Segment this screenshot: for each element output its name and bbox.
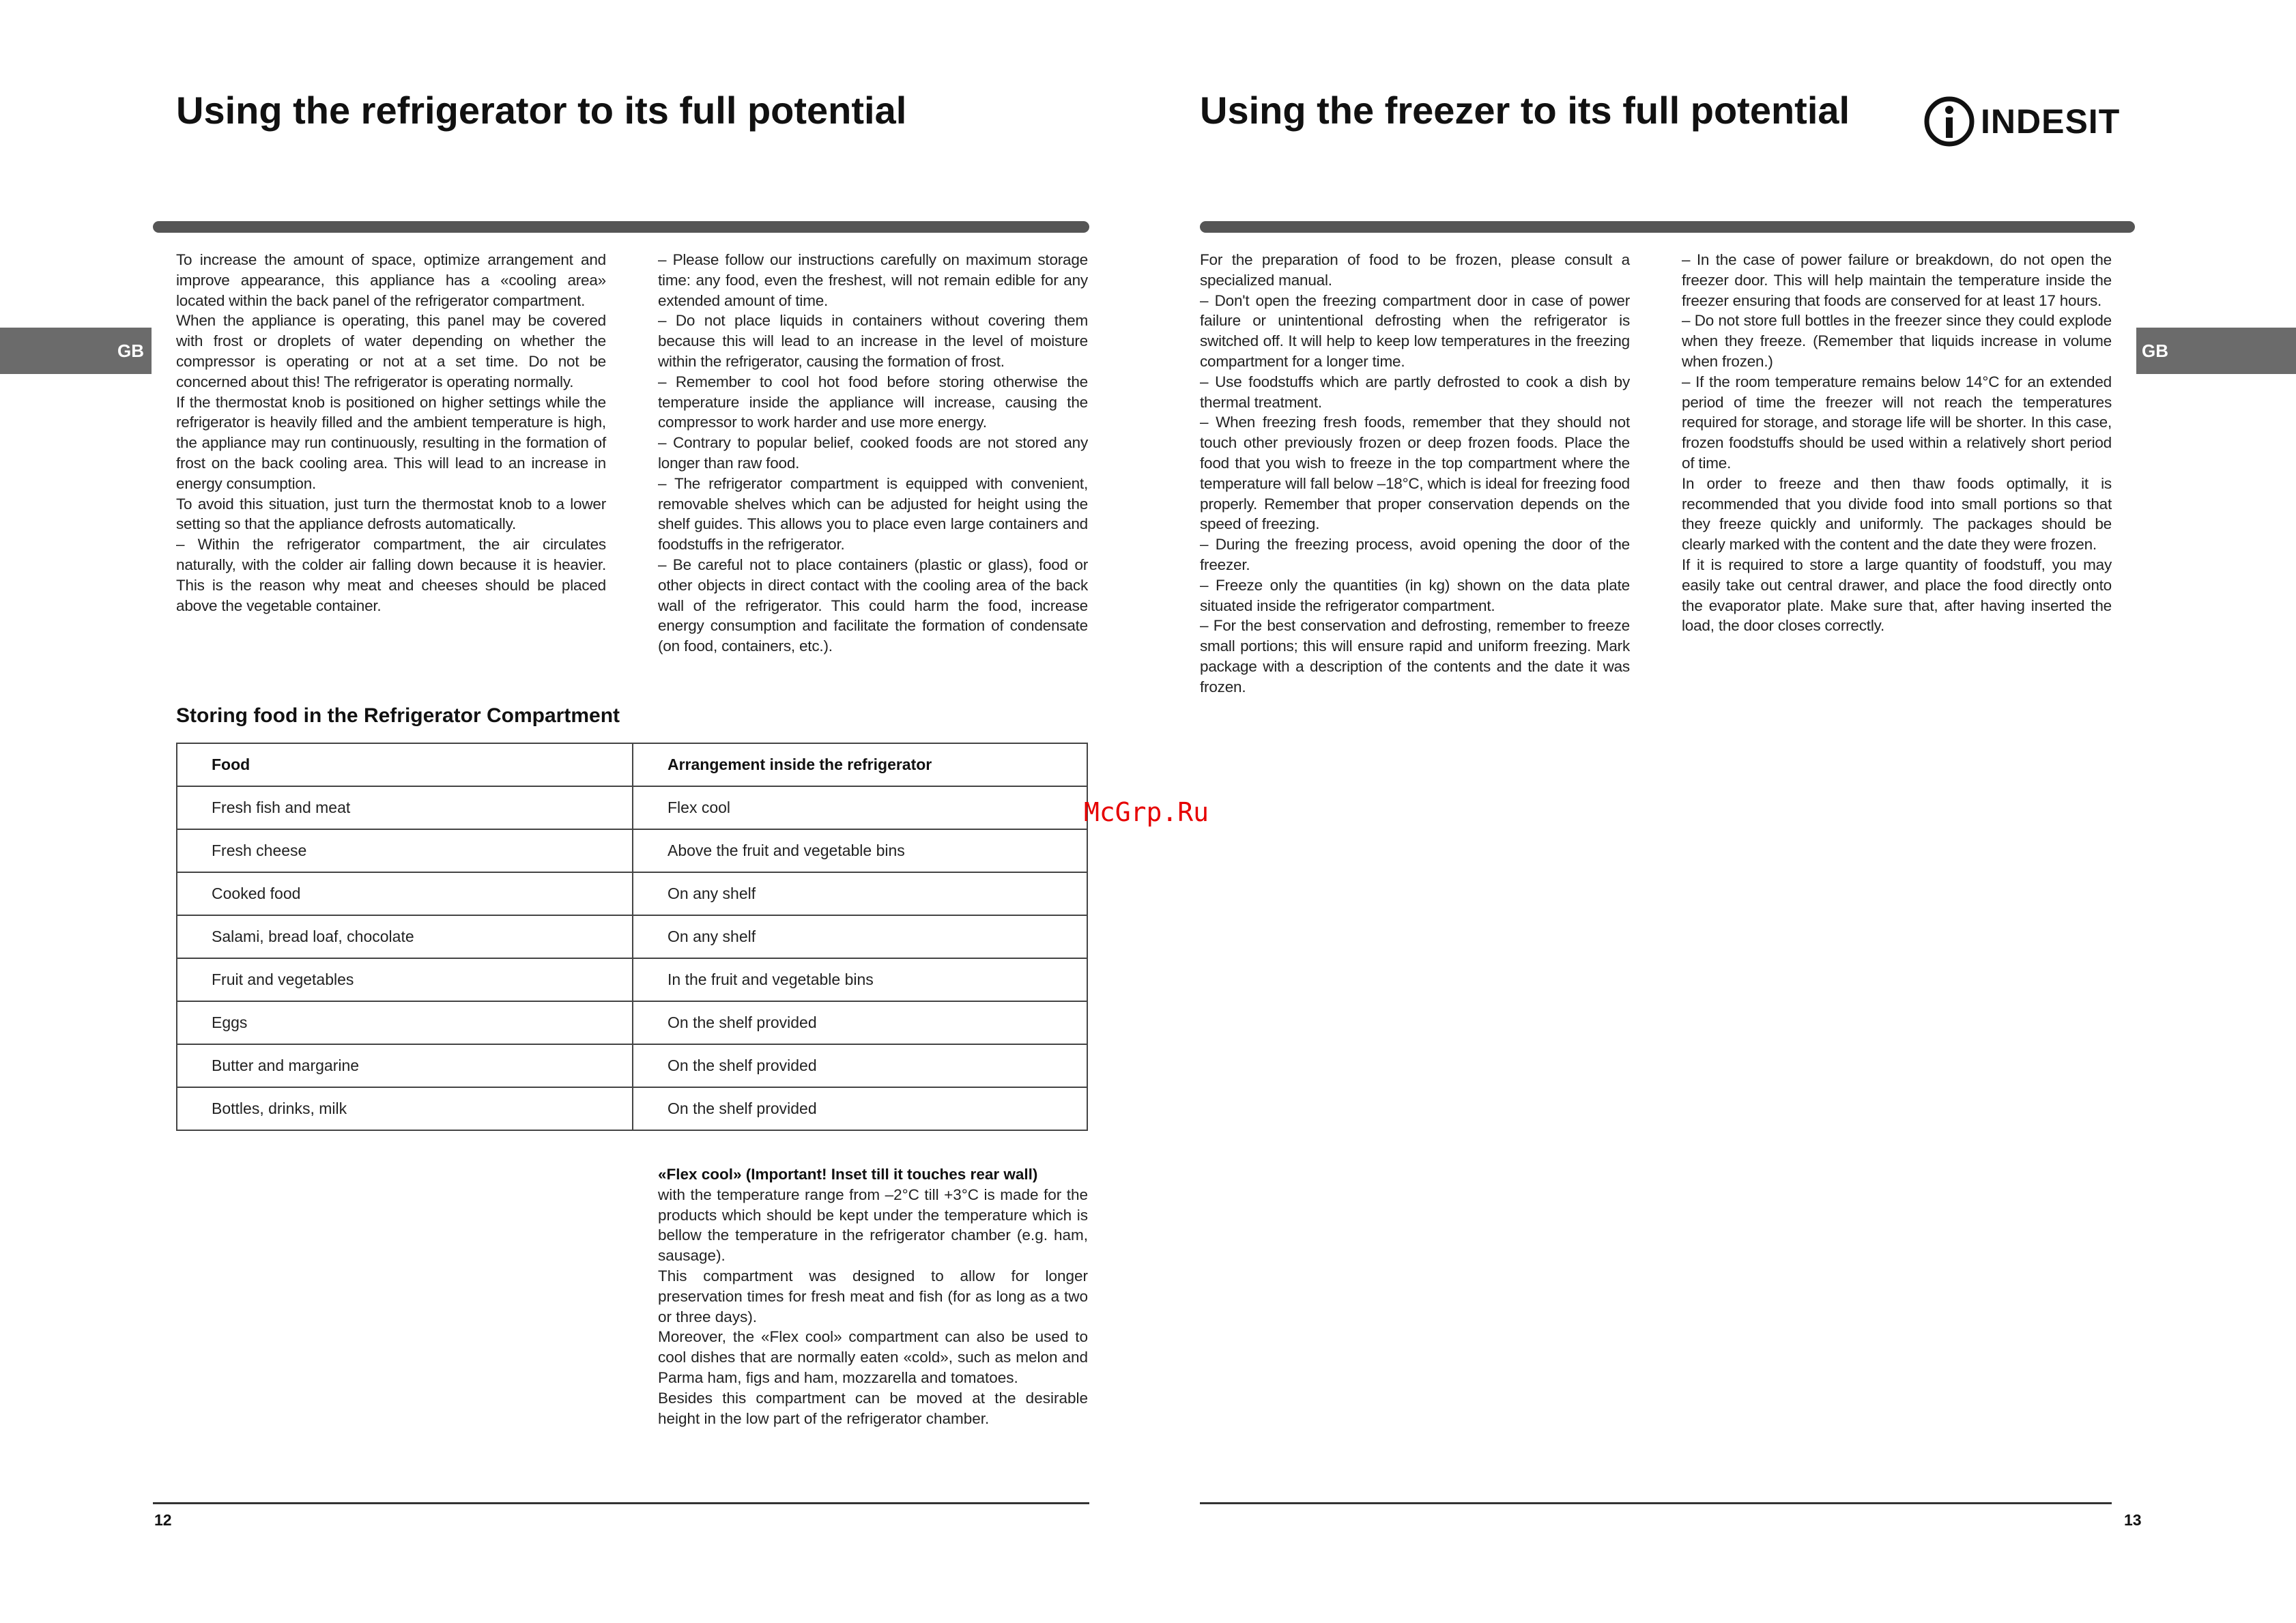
paragraph: If the thermostat knob is positioned on higher settings while the refrigerator is heavily filled and the ambient temperature is high, the appliance may run continuously, resulting in the formation of frost on the back cooling area. This will lead to an increase in energy consumption.: [176, 393, 606, 492]
table-cell-arrangement: On the shelf provided: [633, 1001, 1087, 1044]
table-row: [177, 1087, 1087, 1130]
table-cell-arrangement: Flex cool: [633, 786, 1087, 829]
freezer-column-1: [1200, 250, 1630, 698]
table-cell-food: Cooked food: [177, 872, 633, 915]
table-row: [177, 829, 1087, 872]
table-row: [177, 1001, 1087, 1044]
paragraph: – When freezing fresh foods, remember that they should not touch other previously frozen or deep frozen foods. Place the food that you wish to freeze in the top compartment where the temperature will fall below –18°C, which is ideal for freezing food properly. Remember that proper conservation depends on the speed of freezing.: [1200, 414, 1630, 533]
table-header-food: Food: [177, 743, 633, 786]
refrigerator-column-1: [176, 250, 606, 616]
table-cell-arrangement: On any shelf: [633, 915, 1087, 958]
paragraph: – In the case of power failure or breakdown, do not open the freezer door. This will help maintain the temperature inside the freezer ensuring that foods are conserved for at least 17 hours.: [1682, 251, 2112, 309]
paragraph: Besides this compartment can be moved at the desirable height in the low part of the refrigerator chamber.: [658, 1389, 1088, 1427]
paragraph: – Don't open the freezing compartment door in case of power failure or unintentional defrosting when the refrigerator is switched off. It will help to keep low temperatures in the freezing compartment for a longer time.: [1200, 291, 1630, 370]
table-row: [177, 915, 1087, 958]
paragraph: – Use foodstuffs which are partly defrosted to cook a dish by thermal treatment.: [1200, 373, 1630, 411]
flex-cool-section: [658, 1164, 1088, 1428]
brand-name: INDESIT: [1981, 102, 2121, 141]
table-cell-arrangement: Above the fruit and vegetable bins: [633, 829, 1087, 872]
paragraph: – Please follow our instructions carefully on maximum storage time: any food, even the freshest, will not remain edible for any extended amount of time.: [658, 251, 1088, 309]
page-title-freezer: Using the freezer to its full potential: [1200, 89, 1850, 132]
paragraph: – Within the refrigerator compartment, the air circulates naturally, with the colder air falling down because it is heavier. This is the reason why meat and cheeses should be placed above the vegetable container.: [176, 536, 606, 614]
paragraph: – Contrary to popular belief, cooked foods are not stored any longer than raw food.: [658, 434, 1088, 472]
table-cell-arrangement: On the shelf provided: [633, 1044, 1087, 1087]
table-cell-food: Fresh fish and meat: [177, 786, 633, 829]
table-header-row: [177, 743, 1087, 786]
footer-rule-left: [153, 1502, 1089, 1504]
indesit-logo-icon: [1923, 96, 1975, 147]
flex-cool-heading: «Flex cool» (Important! Inset till it touches rear wall): [658, 1166, 1038, 1183]
paragraph: with the temperature range from –2°C till +3°C is made for the products which should be kept under the temperature which is bellow the temperature in the refrigerator chamber (e.g. ham, sausage).: [658, 1186, 1088, 1265]
paragraph: If it is required to store a large quantity of foodstuff, you may easily take out central drawer, and place the food directly onto the evaporator plate. Make sure that, after having inserted the load, the door closes correctly.: [1682, 556, 2112, 635]
paragraph: In order to freeze and then thaw foods optimally, it is recommended that you divide food into small portions so that they freeze quickly and uniformly. The packages should be clearly marked with the content and the date they were frozen.: [1682, 474, 2112, 554]
paragraph: – Remember to cool hot food before storing otherwise the temperature inside the appliance will increase, causing the compressor to work harder and use more energy.: [658, 373, 1088, 431]
indesit-logo: [1923, 96, 2120, 147]
table-cell-food: Fresh cheese: [177, 829, 633, 872]
table-cell-food: Eggs: [177, 1001, 633, 1044]
paragraph: To increase the amount of space, optimize arrangement and improve appearance, this appliance has a «cooling area» located within the back panel of the refrigerator compartment.: [176, 251, 606, 309]
paragraph: When the appliance is operating, this panel may be covered with frost or droplets of water depending on whether the compressor is operating or not at a set time. Do not be concerned about this! The refrigerator is operating normally.: [176, 312, 606, 390]
paragraph: – During the freezing process, avoid opening the door of the freezer.: [1200, 536, 1630, 573]
storing-food-table: [176, 743, 1088, 1131]
table-cell-food: Fruit and vegetables: [177, 958, 633, 1001]
paragraph: – Do not store full bottles in the freezer since they could explode when they freeze. (Remember that liquids increase in volume when frozen.): [1682, 312, 2112, 370]
table-row: [177, 872, 1087, 915]
paragraph: – Freeze only the quantities (in kg) shown on the data plate situated inside the refrigerator compartment.: [1200, 576, 1630, 614]
paragraph: – If the room temperature remains below 14°C for an extended period of time the freezer will not reach the temperatures required for storage, and storage life will be shorter. In this case, frozen foodstuffs should be used within a relatively short period of time.: [1682, 373, 2112, 472]
footer-rule-right: [1200, 1502, 2112, 1504]
table-cell-arrangement: In the fruit and vegetable bins: [633, 958, 1087, 1001]
table-cell-food: Butter and margarine: [177, 1044, 633, 1087]
paragraph: – For the best conservation and defrosting, remember to freeze small portions; this will ensure rapid and uniform freezing. Mark package with a description of the contents and the date it was frozen.: [1200, 617, 1630, 695]
freezer-column-2: [1682, 250, 2112, 636]
paragraph: To avoid this situation, just turn the thermostat knob to a lower setting so that the appliance defrosts automatically.: [176, 495, 606, 533]
paragraph: – Be careful not to place containers (plastic or glass), food or other objects in direct contact with the cooling area of the back wall of the refrigerator. This could harm the food, increase energy consumption and facilitate the formation of condensate (on food, containers, etc.).: [658, 556, 1088, 655]
page-number-left: 12: [154, 1511, 172, 1529]
page-number-right: 13: [2124, 1511, 2142, 1529]
table-cell-food: Salami, bread loaf, chocolate: [177, 915, 633, 958]
table-row: [177, 958, 1087, 1001]
table-row: [177, 1044, 1087, 1087]
header-rule-left: [153, 221, 1089, 233]
gb-tab-left: GB: [0, 328, 152, 374]
paragraph: Moreover, the «Flex cool» compartment can also be used to cool dishes that are normally eaten «cold», such as melon and Parma ham, figs and ham, mozzarella and tomatoes.: [658, 1328, 1088, 1386]
table-cell-food: Bottles, drinks, milk: [177, 1087, 633, 1130]
table-header-arrangement: Arrangement inside the refrigerator: [633, 743, 1087, 786]
table-row: [177, 786, 1087, 829]
page-title-refrigerator: Using the refrigerator to its full potential: [176, 89, 907, 132]
table-cell-arrangement: On any shelf: [633, 872, 1087, 915]
paragraph: – The refrigerator compartment is equipped with convenient, removable shelves which can be adjusted for height using the shelf guides. This allows you to place even large containers and foodstuffs in the refrigerator.: [658, 474, 1088, 554]
table-cell-arrangement: On the shelf provided: [633, 1087, 1087, 1130]
refrigerator-column-2: [658, 250, 1088, 657]
header-rule-right: [1200, 221, 2135, 233]
watermark: McGrp.Ru: [1084, 797, 1209, 827]
storing-food-title: Storing food in the Refrigerator Compartment: [176, 704, 620, 727]
paragraph: – Do not place liquids in containers without covering them because this will lead to an increase in the level of moisture within the refrigerator, causing the formation of frost.: [658, 312, 1088, 370]
paragraph: This compartment was designed to allow for longer preservation times for fresh meat and fish (for as long as a two or three days).: [658, 1267, 1088, 1325]
gb-tab-right: GB: [2136, 328, 2296, 374]
paragraph: For the preparation of food to be frozen, please consult a specialized manual.: [1200, 251, 1630, 289]
